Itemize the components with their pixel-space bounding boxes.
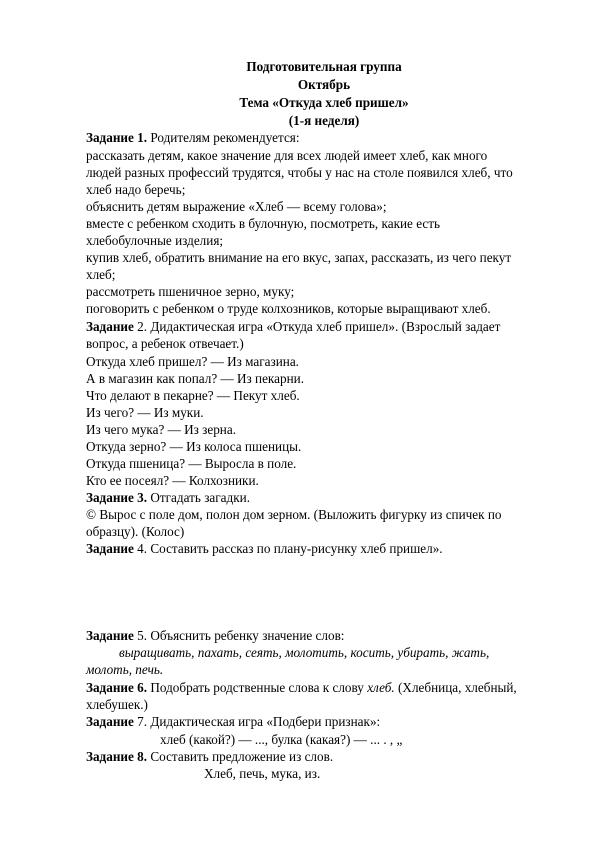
task3-line [86,489,250,506]
task7-intro: 7. Дидактическая игра «Подбери признак»: [133,714,381,729]
task2-text-line: Откуда зерно? — Из колоса пшеницы. [86,439,302,454]
task8-text-line: Хлеб, печь, мука, из. [204,766,321,781]
task6-label: Задание 6. [86,680,148,695]
group-heading: Подготовительная группа [246,59,402,74]
task7-line [86,713,380,730]
task8-label: Задание 8. [86,749,148,764]
task3-text-line: © Вырос с поле дом, полон дом зерном. (Выложить фигурку из спичек по [86,507,502,522]
task2-label: Задание [86,319,134,334]
task7-text-line: хлеб (какой?) — ..., булка (какая?) — ... . , „ [160,732,403,747]
task6-line [86,679,517,696]
task2-text-line: А в магазин как попал? — Из пекарни. [86,371,304,386]
task4-line [86,540,443,557]
task3-text-line: образцу). (Колос) [86,524,185,539]
task1-text-line: вместе с ребенком сходить в булочную, посмотреть, какие есть [86,216,441,231]
task1-line [86,129,300,146]
task6-tail: (Хлебница, хлебный, [394,680,517,695]
task5-words-line: выращивать, пахать, сеять, молотить, косить, убирать, жать, [119,645,490,660]
task2-intro: 2. Дидактическая игра «Откуда хлеб пришел». (Взрослый задает [133,319,501,334]
task1-text-line: рассмотреть пшеничное зерно, муку; [86,284,295,299]
task6-text-line: хлебушек.) [86,697,148,712]
task6-word: хлеб. [367,680,395,695]
task5-intro: 5. Объяснить ребенку значение слов: [133,628,345,643]
task4-intro: 4. Составить рассказ по плану-рисунку хлеб пришел». [133,541,443,556]
task2-text-line: Откуда хлеб пришел? — Из магазина. [86,354,299,369]
task5-line [86,627,344,644]
task1-text-line: поговорить с ребенком о труде колхозников, которые выращивают хлеб. [86,301,491,316]
task1-label: Задание 1. [86,130,148,145]
task2-text-line: вопрос, а ребенок отвечает.) [86,336,244,351]
task2-text-line: Из чего? — Из муки. [86,405,204,420]
task1-text-line: людей разных профессий трудятся, чтобы у нас на столе появился хлеб, что [86,165,513,180]
task4-label: Задание [86,541,134,556]
theme-heading: Тема «Откуда хлеб пришел» [239,95,409,110]
task1-text-line: купив хлеб, обратить внимание на его вкус, запах, рассказать, из чего пекут [86,250,512,265]
task3-label: Задание 3. [86,490,148,505]
task1-text-line: хлебобулочные изделия; [86,233,224,248]
task1-text-line: хлеб; [86,267,116,282]
task1-text-line: объяснить детям выражение «Хлеб — всему голова»; [86,199,387,214]
month-heading: Октябрь [297,77,351,92]
task5-words-line: молоть, печь. [86,662,164,677]
task3-intro: Отгадать загадки. [147,490,250,505]
task5-label: Задание [86,628,134,643]
task8-line [86,748,333,765]
task2-text-line: Из чего мука? — Из зерна. [86,422,237,437]
task6-intro: Подобрать родственные слова к слову [147,680,368,695]
task1-text-line: хлеб надо беречь; [86,182,186,197]
task7-label: Задание [86,714,134,729]
task8-intro: Составить предложение из слов. [147,749,334,764]
task2-line [86,318,500,335]
task2-text-line: Кто ее посеял? — Колхозники. [86,473,259,488]
task2-text-line: Откуда пшеница? — Выросла в поле. [86,456,297,471]
task1-intro: Родителям рекомендуется: [147,130,300,145]
week-heading: (1-я неделя) [288,113,360,128]
task2-text-line: Что делают в пекарне? — Пекут хлеб. [86,388,300,403]
task1-text-line: рассказать детям, какое значение для всех людей имеет хлеб, как много [86,148,488,163]
